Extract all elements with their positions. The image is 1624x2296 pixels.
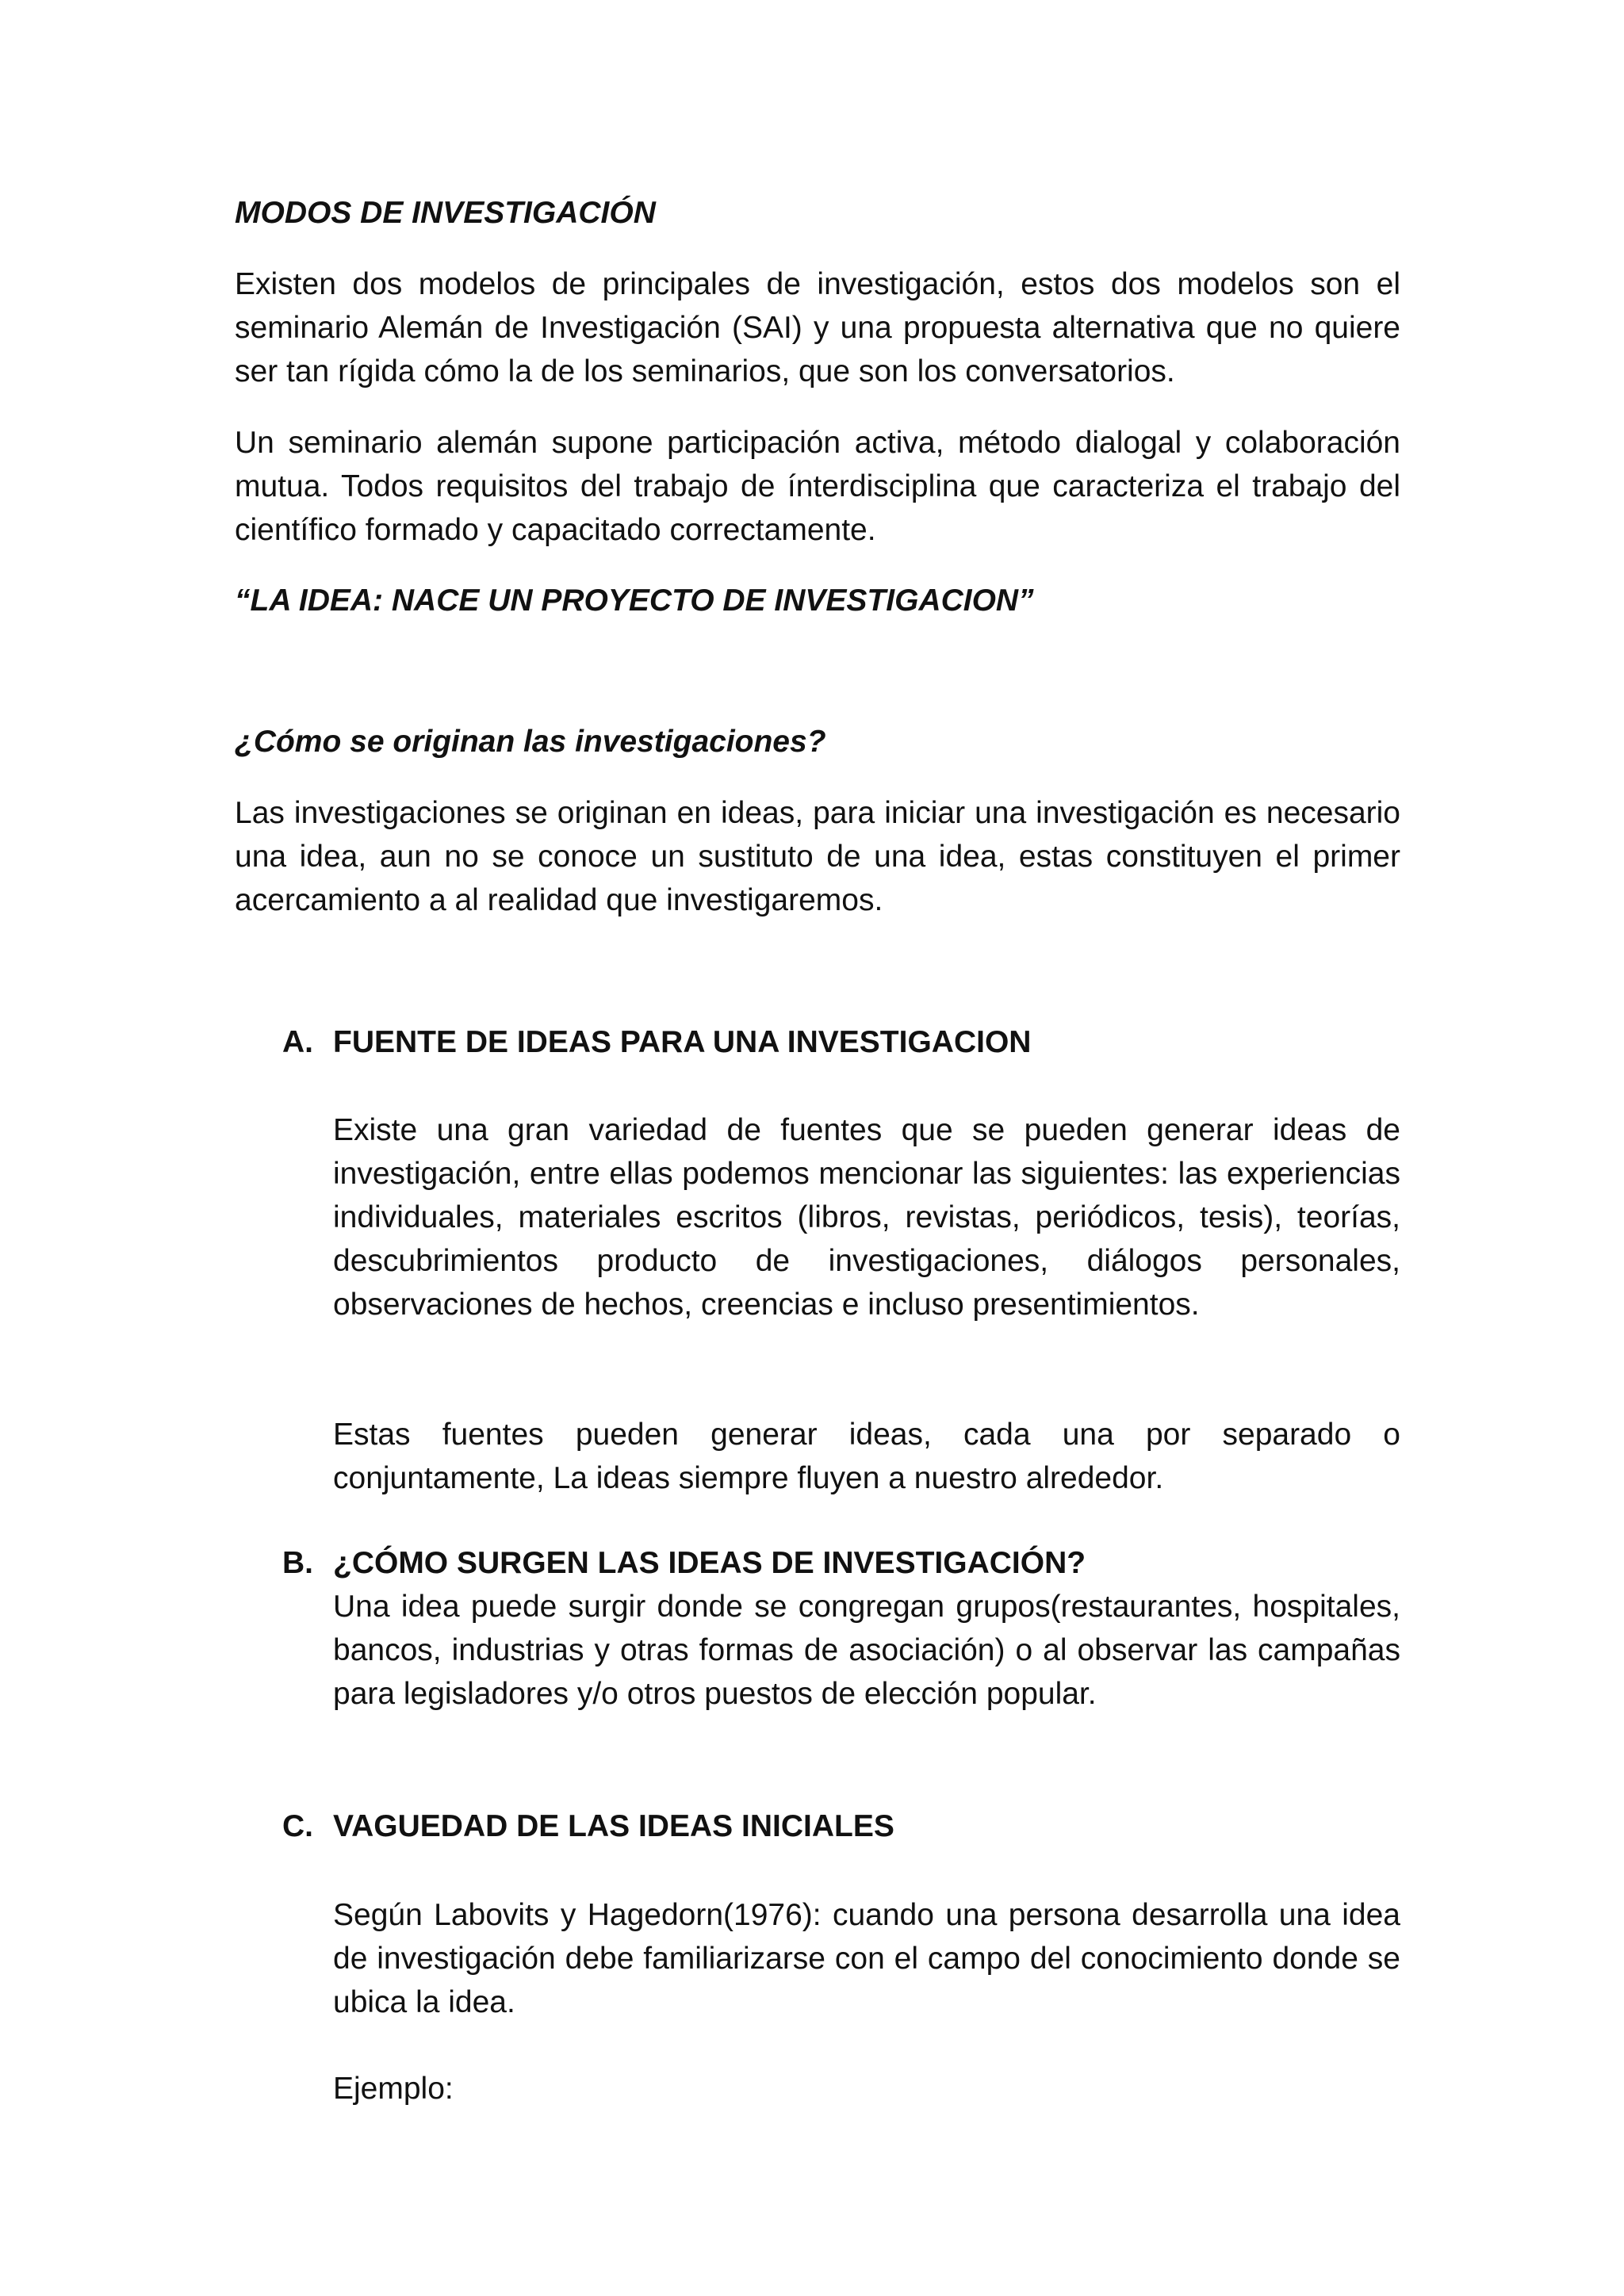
section-b-heading (282, 1541, 1400, 1585)
question-heading: ¿Cómo se originan las investigaciones? (235, 725, 826, 759)
section-a-letter: A. (282, 1025, 313, 1059)
section-b-letter: B. (282, 1546, 313, 1580)
page-title: MODOS DE INVESTIGACIÓN (235, 196, 656, 230)
intro-paragraph-1: Existen dos modelos de principales de investigación, estos dos modelos son el seminario Alemán de Investigación (SAI) y una propuesta alternativa que no quiere ser tan rígida cómo la de los seminarios, que son los conversatorios. (235, 267, 1400, 388)
intro-paragraph-2: Un seminario alemán supone participación activa, método dialogal y colaboración mutua. Todos requisitos del trabajo de ínterdisciplina que caracteriza el trabajo del científico formado y capacitado correctamente. (235, 426, 1400, 547)
section-b-title: ¿CÓMO SURGEN LAS IDEAS DE INVESTIGACIÓN? (333, 1546, 1086, 1580)
section-a-paragraph-1: Existe una gran variedad de fuentes que se pueden generar ideas de investigación, entre ellas podemos mencionar las siguientes: las experiencias individuales, materiales escritos (libros, revistas, periódicos, tesis), teorías, descubrimientos producto de investigaciones, diálogos personales, observaciones de hechos, creencias e incluso presentimientos. (333, 1113, 1400, 1322)
quote-heading: “LA IDEA: NACE UN PROYECTO DE INVESTIGACION” (235, 584, 1034, 618)
section-a-title: FUENTE DE IDEAS PARA UNA INVESTIGACION (333, 1025, 1032, 1059)
section-c-paragraph-1: Según Labovits y Hagedorn(1976): cuando una persona desarrolla una idea de investigación debe familiarizarse con el campo del conocimiento donde se ubica la idea. (333, 1898, 1400, 2019)
question-paragraph: Las investigaciones se originan en ideas, para iniciar una investigación es necesario una idea, aun no se conoce un sustituto de una idea, estas constituyen el primer acercamiento a al realidad que investigaremos. (235, 796, 1400, 917)
section-a-paragraph-2: Estas fuentes pueden generar ideas, cada una por separado o conjuntamente, La ideas siempre fluyen a nuestro alrededor. (333, 1418, 1400, 1495)
section-c-paragraph-2: Ejemplo: (333, 2072, 454, 2106)
section-a-heading (282, 1020, 1400, 1064)
section-c-heading (282, 1804, 1400, 1848)
section-c-letter: C. (282, 1809, 313, 1843)
section-b-paragraph-1: Una idea puede surgir donde se congregan grupos(restaurantes, hospitales, bancos, industrias y otras formas de asociación) o al observar las campañas para legisladores y/o otros puestos de elección popular. (333, 1590, 1400, 1711)
section-c-title: VAGUEDAD DE LAS IDEAS INICIALES (333, 1809, 894, 1843)
